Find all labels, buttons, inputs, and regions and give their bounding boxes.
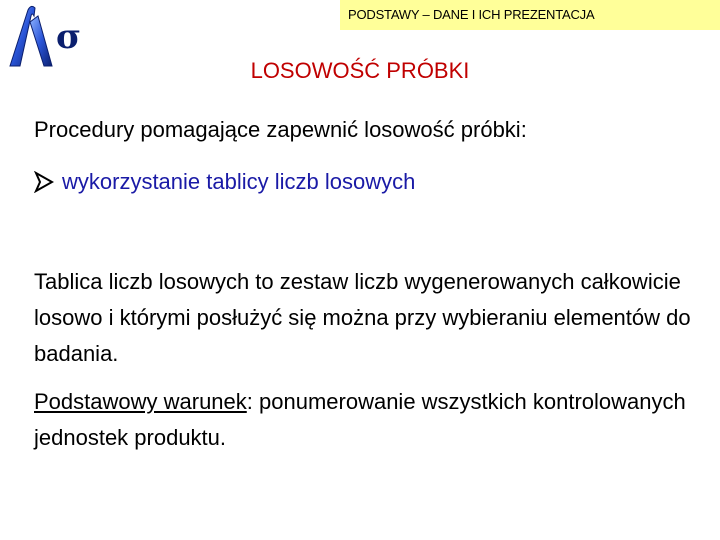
intro-text: Procedury pomagające zapewnić losowość próbki:: [34, 117, 527, 142]
bullet-text: wykorzystanie tablicy liczb losowych: [62, 169, 416, 194]
condition-text: : ponumerowanie wszystkich kontrolowanych jednostek produktu.: [34, 389, 686, 450]
slide-title: LOSOWOŚĆ PRÓBKI: [250, 58, 470, 83]
header-label: PODSTAWY – DANE I ICH PREZENTACJA: [340, 0, 720, 30]
paragraph-condition: [34, 384, 694, 456]
bullet-item: [34, 164, 694, 200]
paragraph-definition: Tablica liczb losowych to zestaw liczb wygenerowanych całkowicie losowo i którymi posłużyć się można przy wybieraniu elementów do badania.: [34, 269, 691, 366]
condition-term: Podstawowy warunek: [34, 389, 247, 414]
arrow-bullet-icon: [34, 171, 54, 193]
svg-text:σ: σ: [56, 17, 82, 57]
